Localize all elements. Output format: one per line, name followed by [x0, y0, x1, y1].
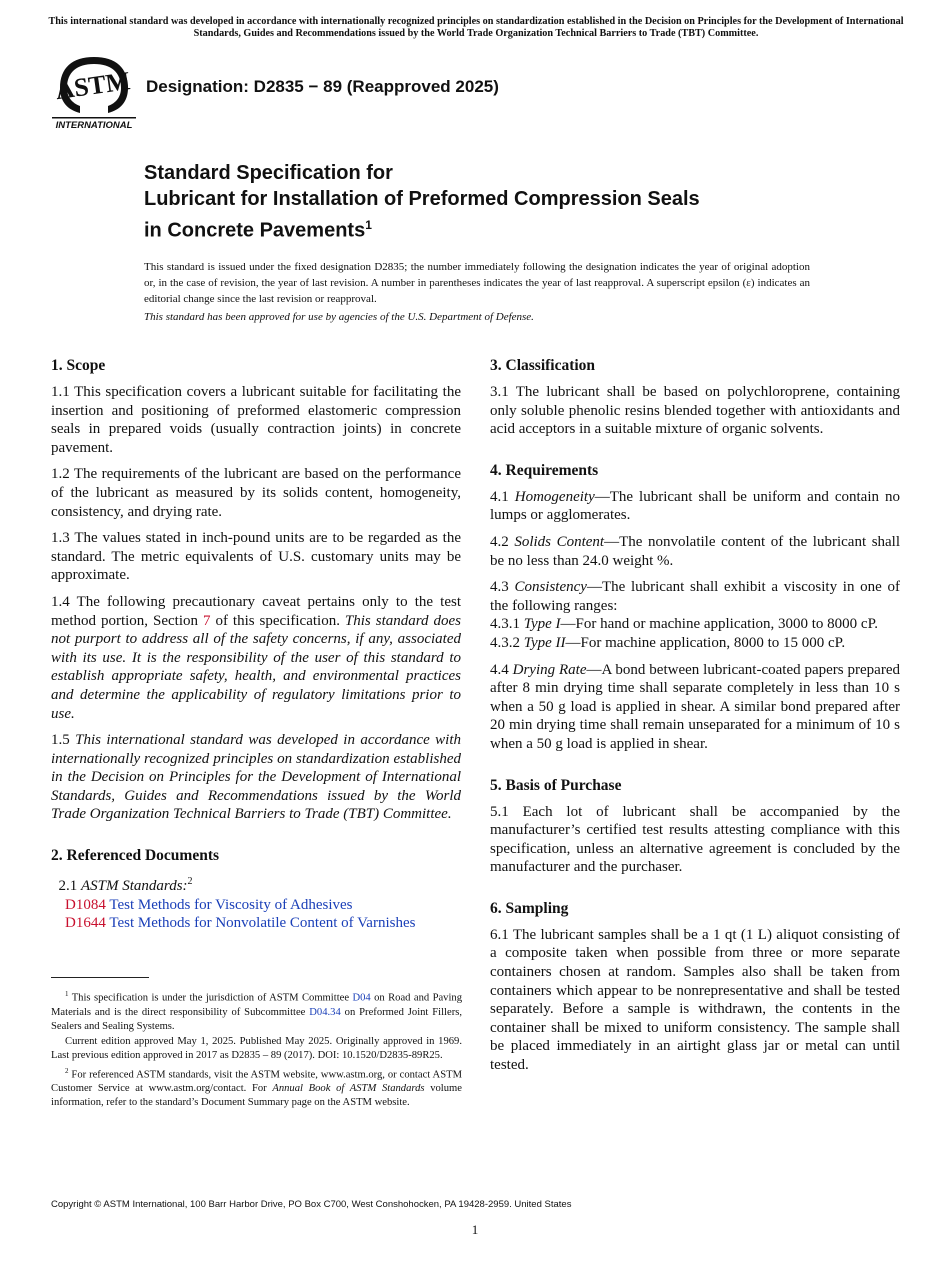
section-heading-referenced-documents: 2. Referenced Documents: [51, 847, 220, 865]
left-column: [51, 356, 461, 933]
paragraph-3-1: 3.1 The lubricant shall be based on polychloroprene, containing only soluble phenolic resins blended together with antioxidants and acid acceptors in a suitable mixture of organic solvents.: [490, 384, 900, 438]
right-column: [490, 356, 900, 1083]
footnote-1: $^1$ This specification is under the jurisdiction of ASTM Committee D04 on Road and Paving Materials and is the direct responsibility of Subcommittee D04.34 on Preformed Joint Fillers, Sealers and Sealing Systems.: [51, 990, 462, 1032]
astm-logo-icon: [52, 54, 136, 130]
paragraph-1-3: 1.3 The values stated in inch-pound units are to be regarded as the standard. The metric equivalents of U.S. customary units may be approximate.: [51, 530, 461, 584]
section-heading-basis-of-purchase: 5. Basis of Purchase: [490, 776, 622, 794]
tbt-top-note: This international standard was developed in accordance with internationally recognized principles on standardization established in the Decision on Principles for the Development of International Standards, Guides and Recommendations issued by the World Trade Organization Technical Barriers to Trade (TBT) Committee.: [48, 16, 904, 39]
reference-d1084[interactable]: D1084 Test Methods for Viscosity of Adhesives: [65, 896, 353, 913]
document-title: [144, 160, 844, 244]
paragraph-4-3-2: 4.3.2 Type II—For machine application, 8000 to 15 000 cP.: [490, 634, 846, 651]
title-line-2: Lubricant for Installation of Preformed Compression Seals: [144, 188, 700, 210]
paragraph-6-1: 6.1 The lubricant samples shall be a 1 qt (1 L) aliquot consisting of a composite taken when possible from three or more separate containers chosen at random. Samples also shall be taken from containers which appear to be nonrepresentative and shall be tested separately. Before a sample is withdrawn, the contents in the container shall be mixed to uniform consistency. The sample shall be placed immediately in an airtight glass jar or metal can until tested.: [490, 926, 900, 1074]
logo-wordmark: INTERNATIONAL: [55, 120, 133, 130]
paragraph-4-1: 4.1 Homogeneity—The lubricant shall be uniform and contain no lumps or agglomerates.: [490, 488, 900, 524]
section-heading-sampling: 6. Sampling: [490, 899, 569, 917]
paragraph-4-4: 4.4 Drying Rate—A bond between lubricant-coated papers prepared after 8 min drying time shall separate completely in less than 10 s when a 50 g load is applied in shear. A similar bond prepared after 20 min drying time shall remain unseparated for a minimum of 10 s when a 50 g load is applied in shear.: [490, 661, 900, 752]
paragraph-1-2: 1.2 The requirements of the lubricant are based on the performance of the lubricant as measured by its solids content, homogeneity, consistency, and drying rate.: [51, 466, 461, 520]
copyright-notice: Copyright © ASTM International, 100 Barr Harbor Drive, PO Box C700, West Conshohocken, PA 19428-2959. United States: [51, 1199, 572, 1210]
paragraph-1-1: 1.1 This specification covers a lubricant suitable for facilitating the insertion and positioning of preformed elastomeric compression seals in prepared voids (usually contraction joints) in concrete pavement.: [51, 384, 461, 456]
paragraph-4-2: 4.2 Solids Content—The nonvolatile content of the lubricant shall be no less than 24.0 weight %.: [490, 533, 901, 569]
section-7-link[interactable]: 7: [202, 612, 211, 629]
title-footnote-mark: 1: [365, 218, 372, 232]
footnote-rule: [51, 977, 149, 978]
page-number: 1: [471, 1222, 479, 1237]
issued-statement: This standard is issued under the fixed designation D2835; the number immediately following the designation indicates the year of original adoption or, in the case of revision, the year of last revision. A number in parentheses indicates the year of last reapproval. A superscript epsilon (ε) indicates an editorial change since the last revision or reapproval.: [144, 261, 810, 305]
footnote-2: $^2$ For referenced ASTM standards, visit the ASTM website, www.astm.org, or contact ASTM Customer Service at www.astm.org/contact. For Annual Book of ASTM Standards volume information, refer to the standard’s Document Summary page on the ASTM website.: [51, 1066, 462, 1109]
section-heading-scope: 1. Scope: [51, 357, 106, 374]
title-line-3: in Concrete Pavements$^1$: [144, 218, 372, 242]
paragraph-1-4: 1.4 The following precautionary caveat pertains only to the test method portion, Section 7 of this specification. This standard does not purport to address all of the safety concerns, if any, associated with its use. It is the responsibility of the user of this standard to establish appropriate safety, health, and environmental practices and determine the applicability of regulatory limitations prior to use.: [51, 593, 461, 722]
logo-letters: ASTM: [53, 65, 133, 106]
section-heading-classification: 3. Classification: [490, 357, 596, 374]
subcommittee-d04-34-link[interactable]: D04.34: [309, 1006, 341, 1018]
designation: Designation: D2835 − 89 (Reapproved 2025): [146, 77, 499, 96]
title-line-1: Standard Specification for: [144, 162, 393, 184]
section-heading-requirements: 4. Requirements: [490, 461, 599, 479]
paragraph-4-3-1: 4.3.1 Type I—For hand or machine application, 3000 to 8000 cP.: [490, 616, 878, 633]
dod-approval-statement: This standard has been approved for use by agencies of the U.S. Department of Defense.: [144, 311, 534, 323]
paragraph-4-3: 4.3 Consistency—The lubricant shall exhibit a viscosity in one of the following ranges:: [490, 579, 901, 614]
paragraph-1-5: 1.5 This international standard was developed in accordance with internationally recognized principles on standardization established in the Decision on Principles for the Development of International Standards, Guides and Recommendations issued by the World Trade Organization Technical Barriers to Trade (TBT) Committee.: [51, 732, 461, 823]
footnote-1-edition: Current edition approved May 1, 2025. Published May 2025. Originally approved in 1969. Last previous edition approved in 2017 as D2835 – 89 (2017). DOI: 10.1520/D2835-89R25.: [51, 1035, 462, 1061]
reference-d1644[interactable]: D1644 Test Methods for Nonvolatile Content of Varnishes: [65, 915, 416, 932]
paragraph-5-1: 5.1 Each lot of lubricant shall be accompanied by the manufacturer’s certified test results attesting compliance with this specification, unless an alternative agreement is concluded by the manufacturer and the purchaser.: [490, 803, 900, 876]
committee-d04-link[interactable]: D04: [352, 992, 371, 1004]
footnotes: [51, 987, 462, 1111]
paragraph-2-1: 2.1 ASTM Standards:$^2$: [58, 876, 193, 895]
